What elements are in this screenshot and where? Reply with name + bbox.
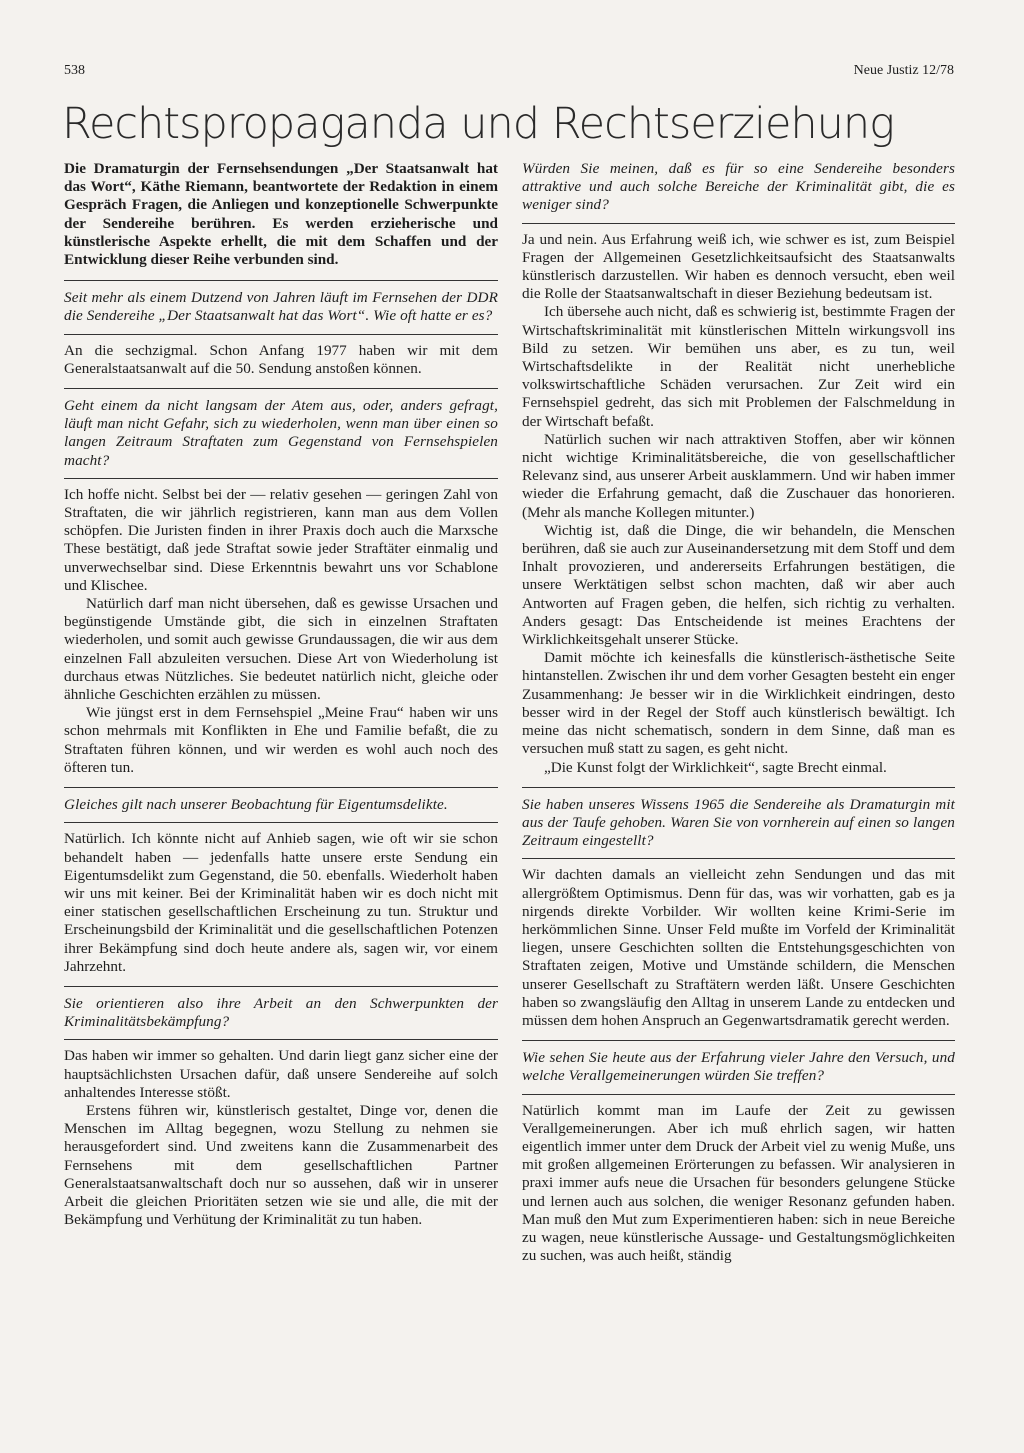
question-block bbox=[522, 787, 955, 860]
answer-paragraph: Wichtig ist, daß die Dinge, die wir behandeln, die Menschen berühren, daß sie auch zur Auseinandersetzung mit dem Stoff und dem Inhalt provozieren, und andererseits Erfahrungen bestätigen, die unsere Werktätigen selbst schon machten, daß wir aber auch Antworten auf Fragen geben, die helfen, sich richtig zu verhalten. Anders gesagt: Das Entscheidende ist meines Erachtens der Wirklichkeitsgehalt unserer Stücke. bbox=[522, 521, 955, 649]
question-text: Wie sehen Sie heute aus der Erfahrung vieler Jahre den Versuch, und welche Verallgemeinerungen würden Sie treffen? bbox=[522, 1049, 955, 1085]
answer-paragraph: Natürlich darf man nicht übersehen, daß es gewisse Ursachen und begünstigende Umstände gibt, die sich in einzelnen Straftaten wiederholen, und somit auch gewisse Grundaussagen, die wir aus dem einzelnen Fall abzuleiten versuchen. Diese Art von Wiederholung ist durchaus etwas Nützliches. Sie bedeutet natürlich nicht, gleiche oder ähnliche Geschichten erzählen zu müssen. bbox=[64, 595, 498, 704]
question-text: Geht einem da nicht langsam der Atem aus, oder, anders gefragt, läuft man nicht Gefahr, sich zu wiederholen, wenn man über einen so langen Zeitraum Straftaten zum Gegenstand von Fernsehspielen macht? bbox=[64, 397, 498, 469]
answer-paragraph: Das haben wir immer so gehalten. Und darin liegt ganz sicher eine der hauptsächlichsten Ursachen dafür, daß unsere Sendereihe auf solch anhaltendes Interesse stößt. bbox=[64, 1047, 498, 1101]
answer-paragraph: Wie jüngst erst in dem Fernsehspiel „Meine Frau“ haben wir uns schon mehrmals mit Konflikten in Ehe und Familie befaßt, die zu Straftaten führen können, und wir werden es wohl auch noch des öfteren tun. bbox=[64, 704, 498, 776]
answer-block bbox=[64, 1047, 498, 1235]
answer-block bbox=[522, 866, 955, 1036]
question-text: Sie haben unseres Wissens 1965 die Sendereihe als Dramaturgin mit aus der Taufe gehoben. Waren Sie von vornherein auf einen so langen Zeitraum eingestellt? bbox=[522, 795, 955, 850]
answer-block bbox=[522, 1102, 955, 1272]
section-title: Rechtspropaganda und Rechtserziehung bbox=[62, 99, 894, 149]
answer-paragraph: Wir dachten damals an vielleicht zehn Sendungen und das mit allergrößtem Optimismus. Denn für das, was wir vorhatten, gab es ja nirgends direkte Vorbilder. Wir wollten keine Krimi-Serie im herkömmlichen Sinne. Unser Feld mußte im Vorfeld der Kriminalität liegen, unsere Geschichten sollten die Entstehungsgeschichten von Straftaten zeigen, Motive und Umstände schildern, die Menschen unserer Gesellschaft zu Straftätern werden läßt. Unsere Geschichten haben so zwangsläufig den Alltag in unserem Lande zu entdecken und müssen dem hohen Anspruch an Gegenwartsdramatik gerecht werden. bbox=[522, 866, 955, 1029]
answer-paragraph: „Die Kunst folgt der Wirklichkeit“, sagte Brecht einmal. bbox=[544, 758, 887, 776]
answer-block bbox=[64, 342, 498, 384]
answer-block bbox=[64, 486, 498, 783]
question-block bbox=[522, 1040, 955, 1094]
question-block bbox=[522, 160, 955, 224]
answer-paragraph: Damit möchte ich keinesfalls die künstlerisch-ästhetische Seite hintanstellen. Zwischen ihr und dem vorher Gesagten besteht ein enger Zusammenhang: Je besser wir in die Wirklichkeit eindringen, desto besser wird in der Regel der Stoff auch künstlerisch bewältigt. Ich meine das nicht schematisch, sondern in dem Sinne, daß man es versuchen muß statt zu sagen, es geht nicht. bbox=[522, 649, 955, 758]
running-header bbox=[64, 62, 954, 80]
answer-paragraph: Natürlich kommt man im Laufe der Zeit zu gewissen Verallgemeinerungen. Aber ich muß ehrlich sagen, wir hatten eigentlich immer unter dem Druck der Arbeit viel zu wenig Muße, uns mit großen allgemeinen Erörterungen zu befassen. Wir analysieren in praxi immer aufs neue die Ursachen für besonders gelungene Stücke und lernen auch aus solchen, die weniger Resonanz gefunden haben. Man muß den Mut zum Experimentieren haben: sich in neue Bereiche zu wagen, neue künstlerische Aussage- und Gestaltungsmöglichkeiten zu suchen, was auch heißt, ständig bbox=[522, 1101, 955, 1265]
answer-paragraph: Ja und nein. Aus Erfahrung weiß ich, wie schwer es ist, zum Beispiel Fragen der Allgemeinen Gesetzlichkeitsaufsicht des Staatsanwalts künstlerisch darzustellen. Wir haben es dennoch versucht, eben weil die Rolle der Staatsanwaltschaft in dieser Beziehung bedeutsam ist. bbox=[522, 230, 955, 303]
answer-paragraph: Erstens führen wir, künstlerisch gestaltet, Dinge vor, denen die Menschen im Alltag begegnen, wozu Stellung zu nehmen sie herausgefordert sind. Und zweitens kann die Zusammenarbeit des Fernsehens mit dem gesellschaftlichen Partner Generalstaatsanwaltschaft doch nur so aussehen, daß wir in unserer Arbeit die gleichen Prioritäten setzen wie sie und alle, die mit der Bekämpfung und Verhütung der Kriminalität zu tun haben. bbox=[64, 1101, 498, 1229]
question-block bbox=[64, 280, 498, 334]
answer-block bbox=[522, 231, 955, 783]
left-column bbox=[64, 160, 498, 1235]
question-text: Sie orientieren also ihre Arbeit an den Schwerpunkten der Kriminalitätsbekämpfung? bbox=[64, 994, 498, 1031]
question-block bbox=[64, 388, 498, 479]
question-text: Gleiches gilt nach unserer Beobachtung für Eigentumsdelikte. bbox=[64, 796, 448, 814]
answer-paragraph: Natürlich. Ich könnte nicht auf Anhieb sagen, wie oft wir sie schon behandelt haben — jedenfalls hatte unsere erste Sendung ein Eigentumsdelikt zum Gegenstand, die 50. ebenfalls. Wiederholt haben wir uns mit keiner. Bei der Kriminalität haben wir es doch nicht mit einer statischen gesellschaftlichen Erscheinung zu tun. Struktur und Erscheinungsbild der Kriminalität und die gesellschaftlichen Potenzen ihrer Bekämpfung sind doch heute andere als, sagen wir, vor einem Jahrzehnt. bbox=[64, 830, 498, 975]
right-column bbox=[522, 160, 955, 1271]
answer-block bbox=[64, 830, 498, 982]
journal-issue: Neue Justiz 12/78 bbox=[853, 63, 954, 78]
answer-paragraph: Ich übersehe auch nicht, daß es schwierig ist, bestimmte Fragen der Wirtschaftskriminalität mit künstlerischen Mitteln wirkungsvoll ins Bild zu setzen. Wir bemühen uns aber, es zu tun, weil Wirtschaftsdelikte in der Realität nicht unerhebliche volkswirtschaftliche Schäden verursachen. Zur Zeit wird ein Fernsehspiel gedreht, das sich mit Problemen der Falschmeldung in der Wirtschaft befaßt. bbox=[522, 303, 955, 430]
answer-paragraph: An die sechzigmal. Schon Anfang 1977 haben wir mit dem Generalstaatsanwalt auf die 50. Sendung anstoßen können. bbox=[64, 341, 498, 377]
intro-paragraph: Die Dramaturgin der Fernsehsendungen „Der Staatsanwalt hat das Wort“, Käthe Riemann, beantwortete der Redaktion in einem Gespräch Fragen, die Anliegen und konzeptionelle Schwerpunkte der Sendereihe berühren. Es werden erzieherische und künstlerische Aspekte erhellt, die mit dem Schaffen und der Entwicklung dieser Reihe verbunden sind. bbox=[64, 160, 498, 269]
answer-paragraph: Natürlich suchen wir nach attraktiven Stoffen, aber wir können nicht wichtige Kriminalitätsbereiche, die von gesellschaftlicher Relevanz sind, aus unserer Arbeit ausklammern. Und wir haben immer wieder die Erfahrung gemacht, daß die Zuschauer das honorieren. (Mehr als manche Kollegen mitunter.) bbox=[522, 430, 955, 521]
question-text: Würden Sie meinen, daß es für so eine Sendereihe besonders attraktive und auch solche Bereiche der Kriminalität gibt, die es weniger sind? bbox=[522, 160, 955, 214]
answer-paragraph: Ich hoffe nicht. Selbst bei der — relativ gesehen — geringen Zahl von Straftaten, die wir jährlich registrieren, kann man aus dem Vollen schöpfen. Die Juristen finden in ihrer Praxis doch auch die Marxsche These bestätigt, daß jede Straftat sowie jeder Straftäter einmalig und unverwechselbar sind. Diese Erkenntnis bewahrt uns vor Schablone und Klischee. bbox=[64, 485, 498, 594]
question-block bbox=[64, 787, 498, 823]
question-block bbox=[64, 986, 498, 1040]
page-number: 538 bbox=[64, 63, 85, 78]
intro-block bbox=[64, 160, 498, 276]
question-text: Seit mehr als einem Dutzend von Jahren läuft im Fernsehen der DDR die Sendereihe „Der Staatsanwalt hat das Wort“. Wie oft hatte er es? bbox=[64, 289, 498, 325]
